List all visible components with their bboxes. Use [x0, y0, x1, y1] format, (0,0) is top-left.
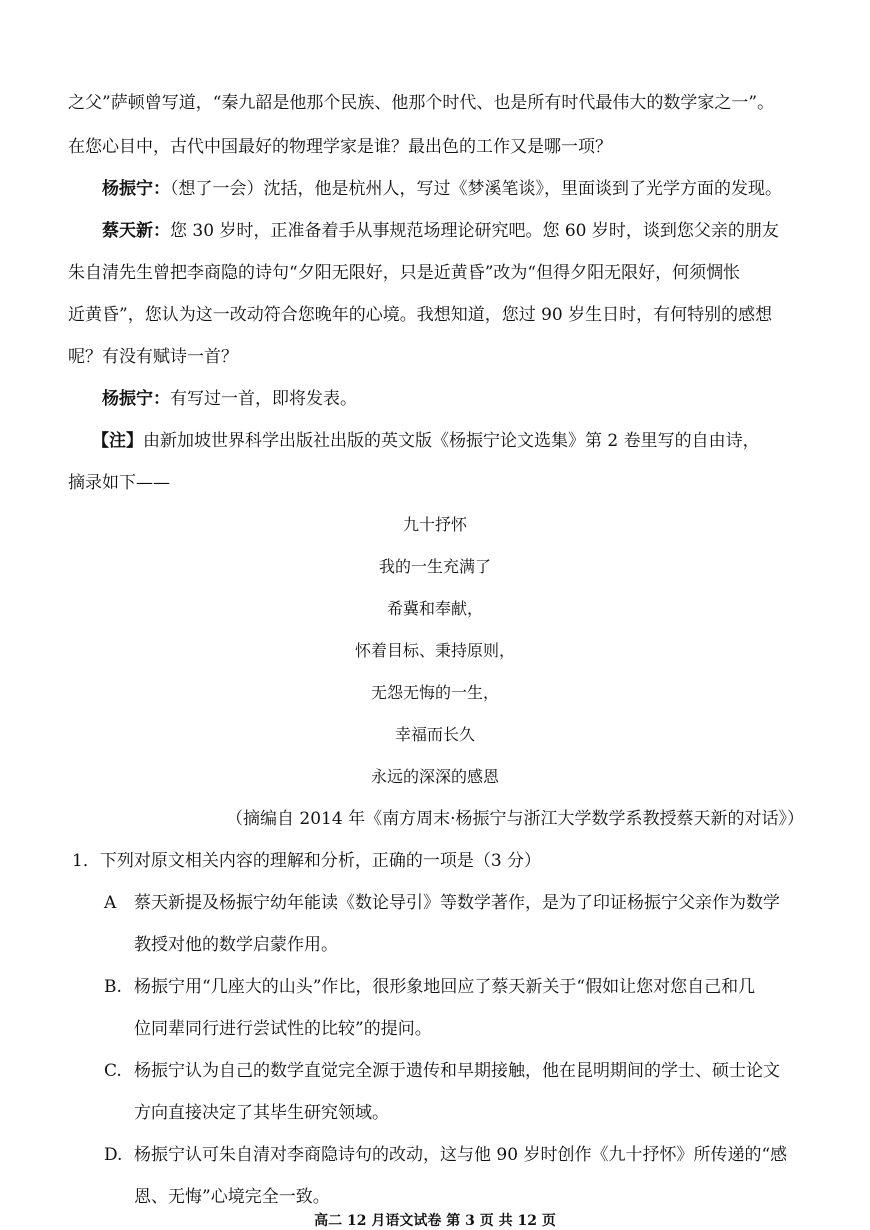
- speaker-cai: 蔡天新：: [102, 221, 170, 241]
- dialogue-text: 有写过一首，即将发表。: [170, 389, 357, 409]
- poem-line: 怀着目标、秉持原则，: [354, 641, 515, 660]
- option-b-cont: 位同辈同行进行尝试性的比较”的提问。: [134, 1019, 432, 1039]
- dialogue-text: 您 30 岁时，正准备着手从事规范场理论研究吧。您 60 岁时，谈到您父亲的朋友: [170, 221, 779, 241]
- source-citation: （摘编自 2014 年《南方周末·杨振宁与浙江大学数学系教授蔡天新的对话》）: [226, 809, 804, 829]
- option-text: 蔡天新提及杨振宁幼年能读《数论导引》等数学著作，是为了印证杨振宁父亲作为数学: [134, 893, 780, 913]
- passage-line-2: 在您心目中，古代中国最好的物理学家是谁？最出色的工作又是哪一项？: [68, 137, 612, 157]
- speaker-yang: 杨振宁：: [102, 389, 170, 409]
- option-d: [104, 1144, 787, 1166]
- option-c: [104, 1060, 780, 1082]
- page-footer: 高二 12 月语文试卷 第 3 页 共 12 页: [314, 1213, 556, 1229]
- note-label: 【注】: [92, 431, 143, 451]
- question-stem: 1．下列对原文相关内容的理解和分析，正确的一项是（3 分）: [72, 851, 542, 871]
- dialogue-yang-1: [102, 178, 782, 200]
- poem-line: 幸福而长久: [394, 725, 475, 744]
- dialogue-cai-1: [102, 220, 779, 242]
- passage-line-5: 朱自清先生曾把李商隐的诗句“夕阳无限好，只是近黄昏”改为“但得夕阳无限好，何须惆怅: [68, 263, 741, 283]
- option-a-cont: 教授对他的数学启蒙作用。: [134, 935, 338, 955]
- note-line-1: [92, 430, 760, 452]
- speaker-yang: 杨振宁：: [102, 179, 170, 199]
- option-a: [104, 892, 780, 914]
- dialogue-yang-2: [102, 388, 357, 410]
- note-line-2: 摘录如下——: [68, 473, 170, 493]
- option-text: 杨振宁认为自己的数学直觉完全源于遗传和早期接触，他在昆明期间的学士、硕士论文: [134, 1061, 780, 1081]
- option-c-cont: 方向直接决定了其毕生研究领域。: [134, 1103, 389, 1123]
- poem-title: 九十抒怀: [402, 515, 467, 534]
- dialogue-text: （想了一会）沈括，他是杭州人，写过《梦溪笔谈》，里面谈到了光学方面的发现。: [170, 179, 782, 199]
- poem-line: 希冀和奉献，: [386, 599, 483, 618]
- option-label: B.: [104, 977, 122, 997]
- passage-line-1: 之父”萨顿曾写道，“秦九韶是他那个民族、他那个时代、也是所有时代最伟大的数学家之一”。: [68, 93, 775, 113]
- option-text: 杨振宁认可朱自清对李商隐诗句的改动，这与他 90 岁时创作《九十抒怀》所传递的“感: [134, 1145, 788, 1165]
- option-label: A: [104, 893, 117, 913]
- option-b: [104, 976, 755, 998]
- poem-line: 无怨无悔的一生，: [370, 683, 499, 702]
- option-label: D.: [104, 1145, 123, 1165]
- option-label: C.: [104, 1061, 122, 1081]
- poem-line: 永远的深深的感恩: [370, 767, 499, 786]
- option-text: 杨振宁用“几座大的山头”作比，很形象地回应了蔡天新关于“假如让您对您自己和几: [134, 977, 756, 997]
- option-d-cont: 恩、无悔”心境完全一致。: [134, 1187, 330, 1207]
- passage-line-7: 呢？有没有赋诗一首？: [68, 347, 238, 367]
- poem-line: 我的一生充满了: [378, 557, 491, 576]
- note-text: 由新加坡世界科学出版社出版的英文版《杨振宁论文选集》第 2 卷里写的自由诗，: [143, 431, 760, 451]
- passage-line-6: 近黄昏”，您认为这一改动符合您晚年的心境。我想知道，您过 90 岁生日时，有何特别的感想: [68, 305, 773, 325]
